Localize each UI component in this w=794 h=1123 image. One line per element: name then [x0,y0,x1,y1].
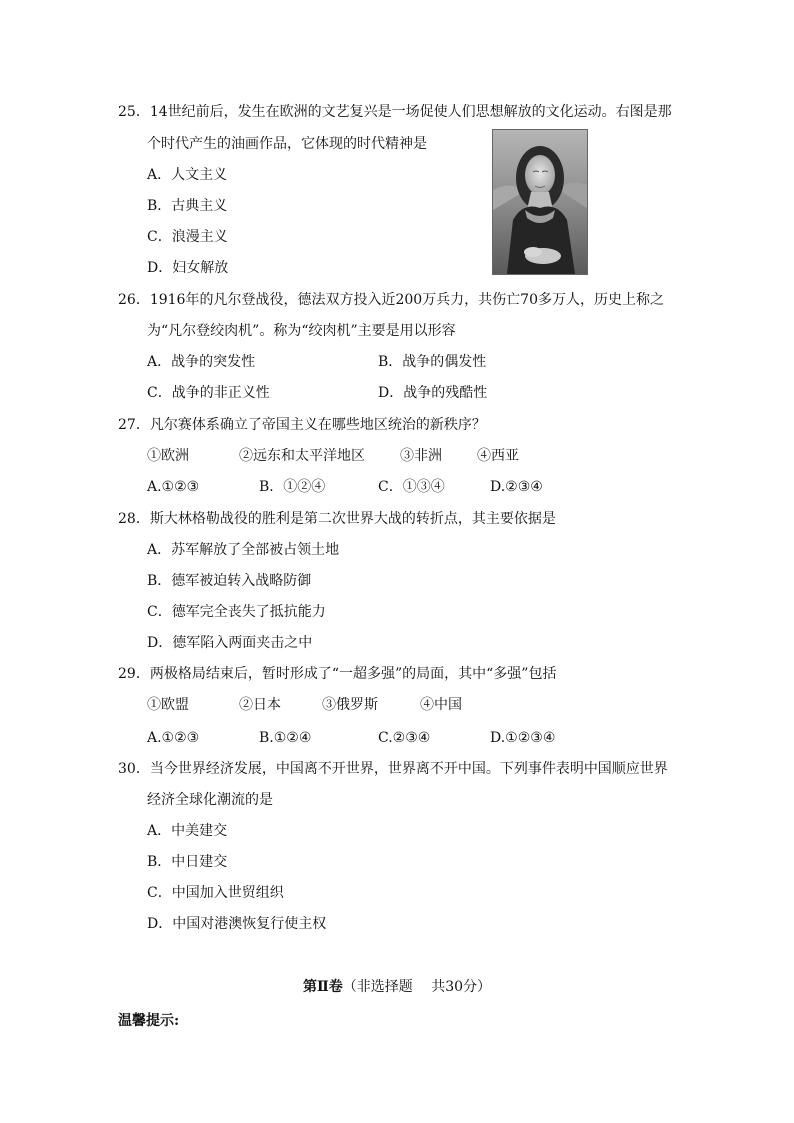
q26-stem-line2: 为“凡尔登绞肉机”。称为“绞肉机”主要是用以形容 [147,323,456,339]
q26-option-c: C．战争的非正义性 [147,385,270,401]
q29-option-c: C.②③④ [378,730,431,746]
q28-option-b: B．德军被迫转入战略防御 [147,573,312,589]
q29-option-d: D.①②③④ [490,730,556,746]
q27-option-c: C．①③④ [378,479,445,495]
q30-option-d: D．中国对港澳恢复行使主权 [147,916,327,932]
q26-option-d: D．战争的残酷性 [378,385,488,401]
q27-option-b: B．①②④ [259,479,326,495]
section-ii-subtitle: （非选择题 共30分） [342,979,492,995]
q27-option-a: A.①②③ [147,479,200,495]
q30-stem-line2: 经济全球化潮流的是 [147,792,273,808]
q26-stem-line1: 26．1916年的凡尔登战役，德法双方投入近200万兵力，共伤亡70多万人，历史上称之 [118,292,664,308]
q30-option-a: A．中美建交 [147,823,228,839]
q29-item-1: ①欧盟 [147,697,189,713]
q28-option-c: C．德军完全丧失了抵抗能力 [147,604,326,620]
q28-stem: 28．斯大林格勒战役的胜利是第二次世界大战的转折点，其主要依据是 [118,511,556,527]
q28-option-d: D．德军陷入两面夹击之中 [147,635,313,651]
q29-item-4: ④中国 [420,697,462,713]
section-ii-title: 第Ⅱ卷 [302,979,343,995]
q26-option-a: A．战争的突发性 [147,354,256,370]
q29-option-b: B.①②④ [259,730,312,746]
q25-option-c: C．浪漫主义 [147,229,228,245]
q25-option-d: D．妇女解放 [147,260,229,276]
mona-lisa-painting [492,129,588,275]
q27-item-4: ④西亚 [477,448,519,464]
q29-item-3: ③俄罗斯 [322,697,378,713]
q25-option-b: B．古典主义 [147,198,228,214]
q25-option-a: A．人文主义 [147,167,228,183]
q27-item-1: ①欧洲 [147,448,189,464]
q25-stem-line1: 25．14世纪前后，发生在欧洲的文艺复兴是一场促使人们思想解放的文化运动。右图是那 [118,104,672,120]
q27-item-3: ③非洲 [400,448,442,464]
warm-tip-label: 温馨提示: [118,1013,180,1029]
q29-option-a: A.①②③ [147,730,200,746]
q28-option-a: A．苏军解放了全部被占领土地 [147,542,340,558]
q25-stem-line2: 个时代产生的油画作品，它体现的时代精神是 [147,136,427,152]
q30-option-c: C．中国加入世贸组织 [147,885,284,901]
q29-item-2: ②日本 [239,697,281,713]
q30-stem-line1: 30．当今世界经济发展，中国离不开世界，世界离不开中国。下列事件表明中国顺应世界 [118,761,668,777]
section-ii-heading [0,976,794,996]
q27-item-2: ②远东和太平洋地区 [239,448,365,464]
q27-stem: 27．凡尔赛体系确立了帝国主义在哪些地区统治的新秩序？ [118,417,486,433]
q26-option-b: B．战争的偶发性 [378,354,487,370]
q30-option-b: B．中日建交 [147,854,228,870]
q27-option-d: D.②③④ [490,479,543,495]
q29-stem: 29．两极格局结束后，暂时形成了“一超多强”的局面，其中“多强”包括 [118,666,557,682]
